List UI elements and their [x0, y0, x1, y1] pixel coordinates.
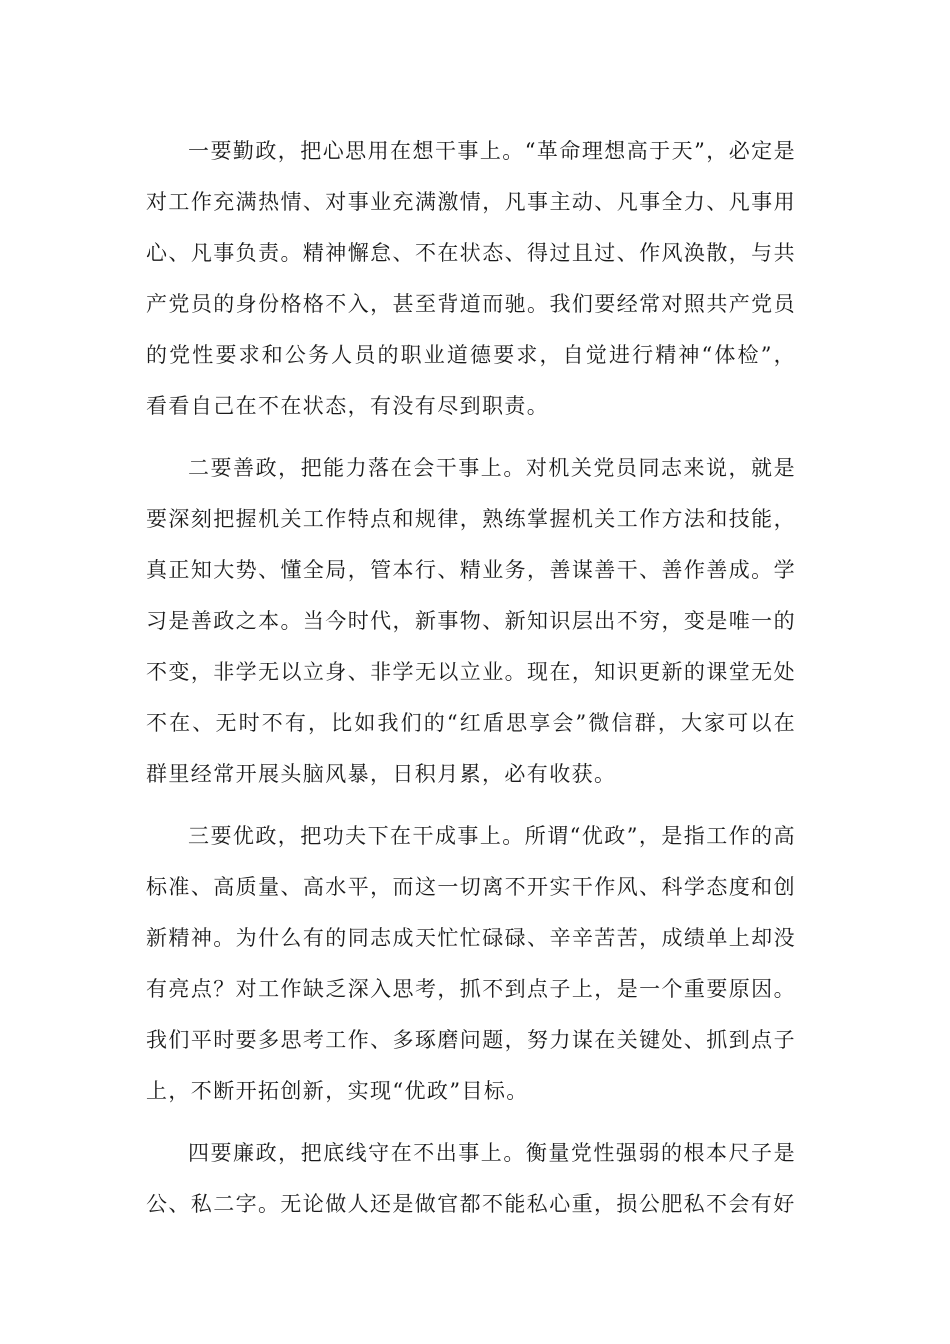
- document-body: [146, 126, 796, 1241]
- paragraph-1: 一要勤政，把心思用在想干事上。“革命理想高于天”，必定是对工作充满热情、对事业充满激情，凡事主动、凡事全力、凡事用心、凡事负责。精神懈怠、不在状态、得过且过、作风涣散，与共产党员的身份格格不入，甚至背道而驰。我们要经常对照共产党员的党性要求和公务人员的职业道德要求，自觉进行精神“体检”，看看自己在不在状态，有没有尽到职责。: [146, 139, 796, 418]
- paragraph-4: 四要廉政，把底线守在不出事上。衡量党性强弱的根本尺子是公、私二字。无论做人还是做官都不能私心重，损公肥私不会有好: [146, 1141, 796, 1216]
- paragraph-2: 二要善政，把能力落在会干事上。对机关党员同志来说，就是要深刻把握机关工作特点和规律，熟练掌握机关工作方法和技能，真正知大势、懂全局，管本行、精业务，善谋善干、善作善成。学习是善政之本。当今时代，新事物、新知识层出不穷，变是唯一的不变，非学无以立身、非学无以立业。现在，知识更新的课堂无处不在、无时不有，比如我们的“红盾思享会”微信群，大家可以在群里经常开展头脑风暴，日积月累，必有收获。: [146, 456, 796, 786]
- paragraph-3: 三要优政，把功夫下在干成事上。所谓“优政”，是指工作的高标准、高质量、高水平，而这一切离不开实干作风、科学态度和创新精神。为什么有的同志成天忙忙碌碌、辛辛苦苦，成绩单上却没有亮点？对工作缺乏深入思考，抓不到点子上，是一个重要原因。我们平时要多思考工作、多琢磨问题，努力谋在关键处、抓到点子上，不断开拓创新，实现“优政”目标。: [146, 824, 796, 1103]
